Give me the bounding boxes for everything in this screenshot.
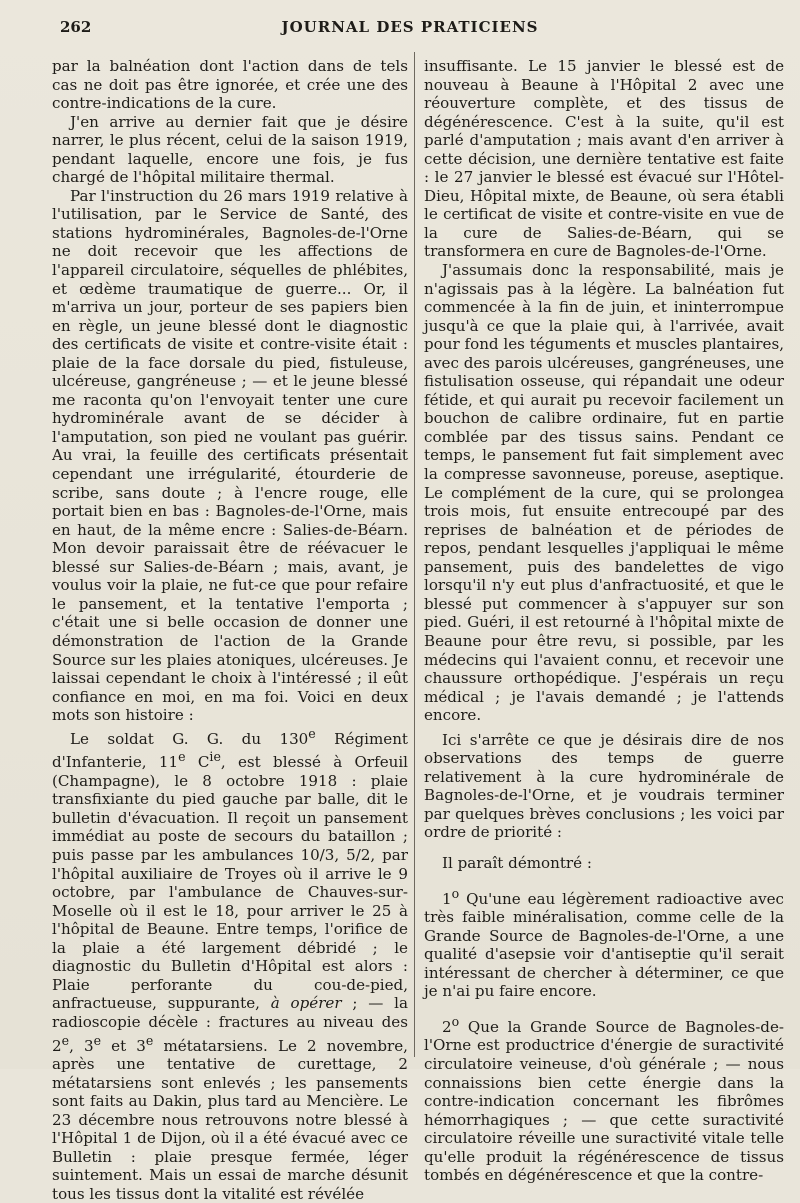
paragraph: Par l'instruction du 26 mars 1919 relative à l'utilisation, par le Service de Santé, des stations hydrominérales, Bagnoles-de-l'Orne ne doit recevoir que les affections de l'appareil circulatoire, séquelles de phlébites, et œdème traumatique de guerre... Or, il m'arriva un jour, porteur de ses papiers bien en règle, un jeune blessé dont le diagnostic des certificats de visite et contre-visite était : plaie de la face dorsale du pied, fistuleuse, ulcéreuse, gangréneuse ; — et le jeune blessé me raconta qu'on l'envoyait tenter une cure hydrominérale avant de se décider à l'amputation, son pied ne voulant pas guérir. Au vrai, la feuille des certificats présentait cependant une irrégularité, étourderie de scribe, sans doute ; à l'encre rouge, elle portait bien en bas : Bagnoles-de-l'Orne, mais en haut, de la même encre : Salies-de-Béarn. Mon devoir paraissait être de réévacuer le blessé sur Salies-de-Béarn ; mais, avant, je voulus voir la plaie, ne fut-ce que pour refaire le pansement, et la tentative l'emporta ; c'était une si belle occasion de donner une démonstration de l'action de la Grande Source sur les plaies atoniques, ulcéreuses. Je laissai cependant le choix à l'intéressé ; il eût confiance en moi, en ma foi. Voici en deux mots son histoire : [52, 186, 408, 725]
paragraph: Il paraît démontré : [442, 853, 592, 872]
paragraph: J'en arrive au dernier fait que je désire narrer, le plus récent, celui de la saison 1919, pendant laquelle, encore une fois, je fus chargé de l'hôpital militaire thermal. [52, 112, 408, 187]
paragraph: J'assumais donc la responsabilité, mais je n'agissais pas à la légère. La balnéation fut commencée à la fin de juin, et ininterrompue jusqu'à ce que la plaie qui, à l'arrivée, avait pour fond les téguments et muscles plantaires, avec des parois ulcéreuses, gangréneuses, une fistulisation osseuse, qui répandait une odeur fétide, et qui aurait pu recevoir facilement un bouchon de calibre ordinaire, fut en partie comblée par des tissus sains. Pendant ce temps, le pansement fut fait simplement avec la compresse savonneuse, poreuse, aseptique. Le complément de la cure, qui se prolongea trois mois, fut ensuite entrecoupé par des reprises de balnéation et de périodes de repos, pendant lesquelles j'appliquai le même pansement, puis des bandelettes de vigo lorsqu'il n'y eut plus d'anfractuosité, et que le blessé put commencer à s'appuyer sur son pied. Guéri, il est retourné à l'hôpital mixte de Beaune pour être revu, si possible, par les médecins qui l'avaient connu, et recevoir une chaussure orthopédique. J'espérais un reçu médical ; je l'avais demandé ; je l'attends encore. [424, 261, 784, 725]
column-divider [414, 52, 415, 1057]
paragraph: par la balnéation dont l'action dans de tels cas ne doit pas être ignorée, et crée une des contre-indications de la cure. [52, 57, 408, 113]
page-header [60, 16, 760, 40]
left-column [52, 57, 409, 1203]
running-title: JOURNAL DES PRATICIENS [281, 18, 539, 36]
page-number: 262 [60, 18, 92, 36]
conclusion-item: 2$^o$ Que la Grande Source de Bagnoles-de-l'Orne est productrice d'énergie de suractivité circulatoire veineuse, d'où générale ; — nous connaissions bien cette énergie dans la contre-indication concernant les fibrômes hémorrhagiques ; — que cette suractivité circulatoire réveille une suractivité vitale telle qu'elle produit la régénérescence de tissus tombés en dégénérescence et que la contre- [424, 1013, 784, 1185]
paragraph: insuffisante. Le 15 janvier le blessé est de nouveau à Beaune à l'Hôpital 2 avec une réouverture complète, et des tissus de dégénérescence. C'est à la suite, qu'il est parlé d'amputation ; mais avant d'en arriver à cette décision, une dernière tentative est faite : le 27 janvier le blessé est évacué sur l'Hôtel-Dieu, Hôpital mixte, de Beaune, où sera établi le certificat de visite et contre-visite en vue de la cure de Salies-de-Béarn, qui se transformera en cure de Bagnoles-de-l'Orne. [424, 57, 784, 261]
paragraph-case-history: Le soldat G. G. du 130e Régiment d'Infanterie, 11e $C^{ie}$, est blessé à Orfeuil (Champagne), le 8 octobre 1918 : plaie transfixiante du pied gauche par balle, dit le bulletin d'évacuation. Il reçoit un pansement immédiat au poste de secours du bataillon ; puis passe par les ambulances 10/3, 5/2, par l'hôpital auxiliaire de Troyes où il arrive le 9 octobre, par l'ambulance de Chauves-sur-Moselle où il est le 18, pour arriver le 25 à l'hôpital de Beaune. Entre temps, l'orifice de la plaie a été largement débridé ; le diagnostic du Bulletin d'Hôpital est alors : Plaie perforante du cou-de-pied, anfractueuse, suppurante, à opérer ; — la radioscopie décèle : fractures au niveau des 2e, 3e et 3e métatarsiens. Le 2 novembre, après une tentative de curettage, 2 métatarsiens sont enlevés ; les pansements sont faits au Dakin, plus tard au Mencière. Le 23 décembre nous retrouvons notre blessé à l'Hôpital 1 de Dijon, où il a été évacué avec ce Bulletin : plaie presque fermée, léger suintement. Mais un essai de marche désunit tous les tissus dont la vitalité est révélée [52, 725, 409, 1203]
conclusion-item: 1$^o$ Qu'une eau légèrement radioactive avec très faible minéralisation, comme celle de la Grande Source de Bagnoles-de-l'Orne, a une qualité d'asepsie voir d'antiseptie qu'il serait intéressant de chercher à déterminer, ce que je n'ai pu faire encore. [424, 885, 784, 1001]
paragraph: Ici s'arrête ce que je désirais dire de nos observations des temps de guerre relativement à la cure hydrominérale de Bagnoles-de-l'Orne, et je voudrais terminer par quelques brèves conclusions ; les voici par ordre de priorité : [424, 730, 784, 842]
right-column [424, 57, 784, 1185]
